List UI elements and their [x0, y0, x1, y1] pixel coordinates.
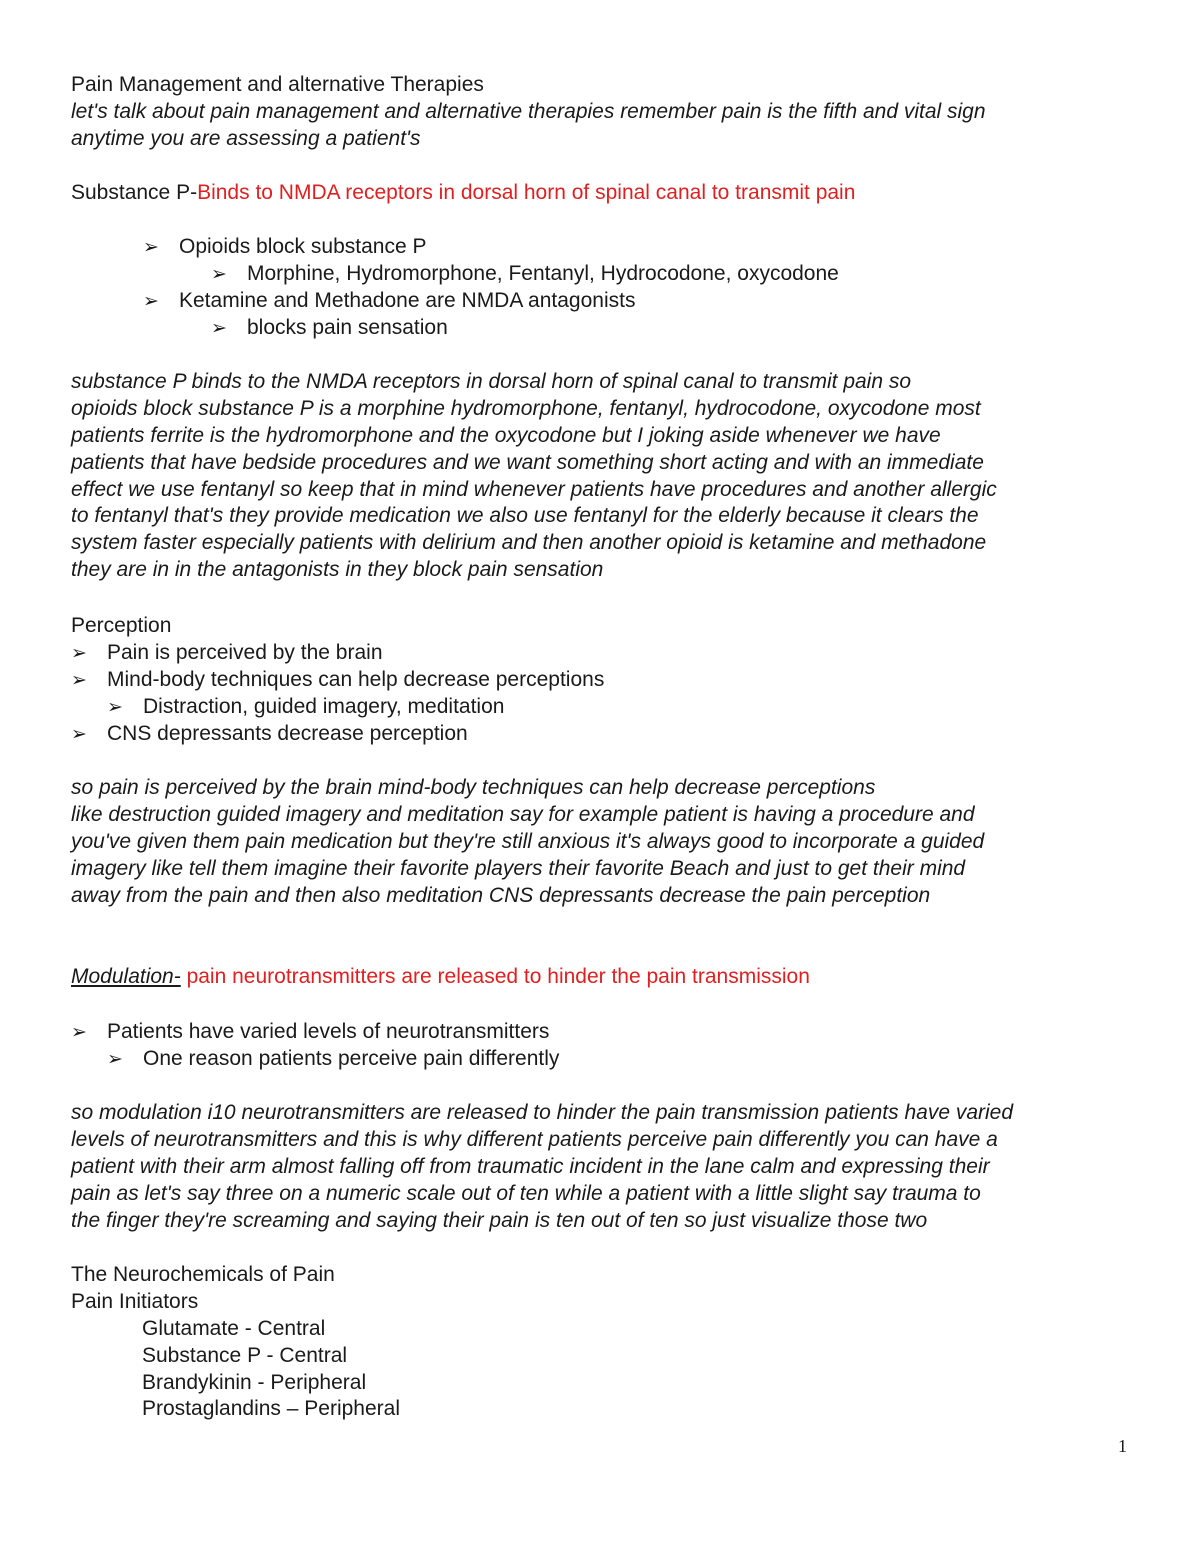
transcript-line: patient with their arm almost falling off from traumatic incident in the lane calm and expressing their: [71, 1154, 990, 1178]
list-item: ➢ Distraction, guided imagery, meditation: [71, 694, 1146, 721]
page-title: Pain Management and alternative Therapies: [71, 73, 484, 96]
arrow-bullet-icon: ➢: [143, 237, 159, 258]
arrow-bullet-icon: ➢: [107, 696, 123, 718]
list-item: ➢ One reason patients perceive pain differently: [71, 1046, 1146, 1073]
transcript-line: so pain is perceived by the brain mind-body techniques can help decrease perceptions: [71, 776, 876, 799]
list-item: ➢ Morphine, Hydromorphone, Fentanyl, Hydrocodone, oxycodone: [71, 261, 1146, 288]
modulation-transcript: [71, 1100, 1146, 1234]
intro-line: anytime you are assessing a patient's: [71, 126, 421, 150]
transcript-line: to fentanyl that's they provide medication we also use fentanyl for the elderly because it clears the: [71, 504, 979, 528]
transcript-line: opioids block substance P is a morphine hydromorphone, fentanyl, hydrocodone, oxycodone most: [71, 396, 981, 420]
list-item: ➢ Patients have varied levels of neurotransmitters: [71, 1019, 1146, 1046]
arrow-bullet-icon: ➢: [211, 263, 227, 285]
list-item: Glutamate - Central: [142, 1316, 326, 1340]
section-heading: The Neurochemicals of Pain: [71, 1263, 335, 1286]
arrow-bullet-icon: ➢: [71, 1022, 87, 1043]
transcript-line: you've given them pain medication but they're still anxious it's always good to incorporate a guided: [71, 829, 985, 853]
substance-p-definition-text: Binds to NMDA receptors in dorsal horn of spinal canal to transmit pain: [197, 181, 856, 204]
list-item: ➢ CNS depressants decrease perception: [71, 721, 1146, 748]
list-item: ➢ blocks pain sensation: [71, 315, 1146, 342]
transcript-line: patients ferrite is the hydromorphone and the oxycodone but I joking aside whenever we have: [71, 423, 941, 447]
modulation-bullets: [71, 1019, 1146, 1073]
transcript-line: away from the pain and then also meditation CNS depressants decrease the pain perception: [71, 883, 931, 907]
modulation-section: [71, 964, 1146, 991]
title-section: [71, 72, 1146, 153]
transcript-line: substance P binds to the NMDA receptors in dorsal horn of spinal canal to transmit pain so: [71, 370, 912, 393]
substance-p-definition: [71, 180, 1146, 207]
transcript-line: levels of neurotransmitters and this is why different patients perceive pain differently you can have a: [71, 1127, 998, 1151]
substance-p-bullets: [71, 234, 1146, 342]
modulation-definition: [71, 964, 1146, 991]
arrow-bullet-icon: ➢: [71, 723, 87, 745]
list-item: Brandykinin - Peripheral: [142, 1370, 367, 1394]
list-item: ➢ Pain is perceived by the brain: [71, 640, 1146, 667]
neurochemicals-section: [71, 1262, 1146, 1423]
transcript-line: the finger they're screaming and saying their pain is ten out of ten so just visualize those two: [71, 1208, 928, 1232]
transcript-line: patients that have bedside procedures and we want something short acting and with an immediate: [71, 450, 984, 474]
modulation-label: Modulation-: [71, 965, 181, 988]
list-item: ➢ Opioids block substance P: [71, 234, 1146, 261]
arrow-bullet-icon: ➢: [143, 290, 159, 312]
intro-line: let's talk about pain management and alternative therapies remember pain is the fifth and vital sign: [71, 99, 986, 123]
section-subheading: Pain Initiators: [71, 1289, 199, 1313]
transcript-line: imagery like tell them imagine their favorite players their favorite Beach and just to get their mind: [71, 856, 966, 880]
arrow-bullet-icon: ➢: [107, 1048, 123, 1070]
transcript-line: pain as let's say three on a numeric scale out of ten while a patient with a little slight say trauma to: [71, 1181, 981, 1205]
arrow-bullet-icon: ➢: [71, 669, 87, 691]
list-item: ➢ Ketamine and Methadone are NMDA antagonists: [71, 288, 1146, 315]
list-item: ➢ Mind-body techniques can help decrease perceptions: [71, 667, 1146, 694]
substance-p-transcript: [71, 369, 1146, 584]
arrow-bullet-icon: ➢: [211, 317, 227, 339]
transcript-line: effect we use fentanyl so keep that in mind whenever patients have procedures and another allergic: [71, 477, 997, 501]
list-item: Substance P - Central: [142, 1343, 348, 1367]
substance-p-label: Substance P-: [71, 181, 198, 204]
section-heading: Perception: [71, 614, 172, 637]
perception-transcript: [71, 775, 1146, 909]
substance-p-section: [71, 180, 1146, 207]
list-item: Prostaglandins – Peripheral: [142, 1397, 400, 1421]
page-number: 1: [1118, 1436, 1127, 1456]
modulation-definition-text: pain neurotransmitters are released to hinder the pain transmission: [180, 965, 810, 988]
transcript-line: system faster especially patients with delirium and then another opioid is ketamine and methadone: [71, 531, 987, 555]
perception-section: [71, 613, 1146, 747]
arrow-bullet-icon: ➢: [71, 642, 87, 664]
transcript-line: so modulation i10 neurotransmitters are released to hinder the pain transmission patients have varied: [71, 1101, 1014, 1124]
transcript-line: they are in in the antagonists in they block pain sensation: [71, 558, 604, 582]
transcript-line: like destruction guided imagery and meditation say for example patient is having a procedure and: [71, 802, 975, 826]
